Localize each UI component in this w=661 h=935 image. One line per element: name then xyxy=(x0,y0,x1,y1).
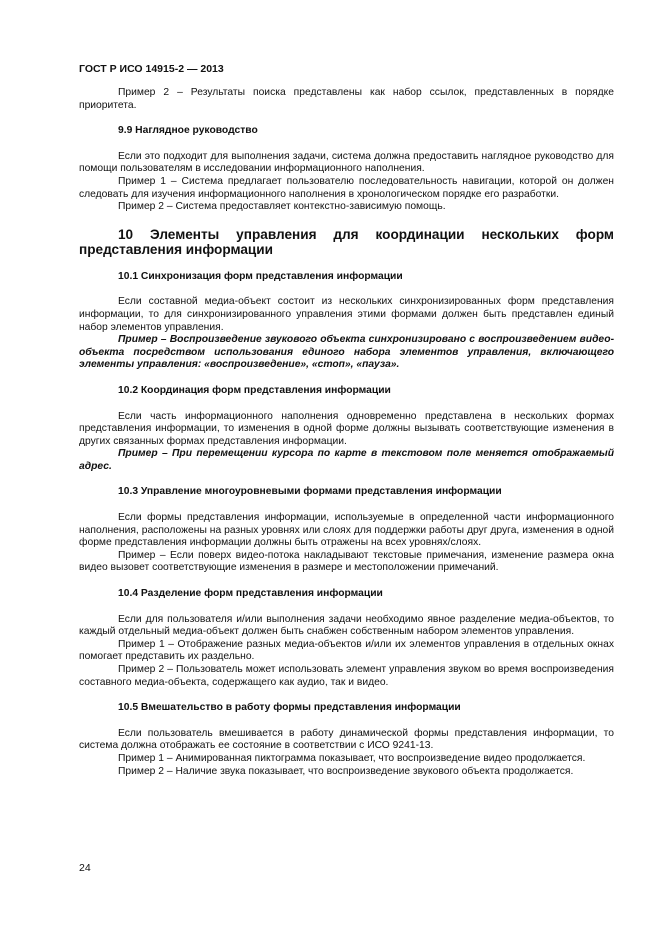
paragraph: Если составной медиа-объект состоит из нескольких синхронизированных форм представления информации, то для синхронизированного управления этими формами должен быть представлен единый набор элементов управления. xyxy=(79,296,614,333)
section-heading-10-1: 10.1 Синхронизация форм представления информации xyxy=(118,270,403,282)
section-heading-10-2: 10.2 Координация форм представления информации xyxy=(118,384,391,396)
section-heading-10-3: 10.3 Управление многоуровневыми формами представления информации xyxy=(118,486,502,498)
example: Пример 1 – Анимированная пиктограмма показывает, что воспроизведение видео продолжается. xyxy=(118,752,586,764)
section-heading-10-4: 10.4 Разделение форм представления информации xyxy=(118,588,383,600)
paragraph: Пример 2 – Результаты поиска представлены как набор ссылок, представленных в порядке приоритета. xyxy=(79,87,614,111)
example: Пример 2 – Пользователь может использовать элемент управления звуком во время воспроизведения составного медиа-объекта, содержащего как аудио, так и видео. xyxy=(79,664,614,688)
section-heading-10-5: 10.5 Вмешательство в работу формы представления информации xyxy=(118,702,461,714)
example: Пример 1 – Система предлагает пользователю последовательность навигации, которой он должен следовать для изучения информационного наполнения в хронологическом порядке его разработки. xyxy=(79,175,614,200)
document-body xyxy=(79,87,614,778)
document-header: ГОСТ Р ИСО 14915-2 — 2013 xyxy=(79,63,224,75)
paragraph: Если это подходит для выполнения задачи, система должна предоставить наглядное руководство для помощи пользователям в исследовании информационного наполнения. xyxy=(79,150,614,175)
example: Пример 2 – Система предоставляет контекстно-зависимую помощь. xyxy=(118,201,446,213)
page-number: 24 xyxy=(79,862,91,874)
paragraph: Если пользователь вмешивается в работу динамической формы представления информации, то система должна отображать ее состояние в соответствии с ИСО 9241-13. xyxy=(79,727,614,752)
example: Пример – Воспроизведение звукового объекта синхронизировано с воспроизведением видео-объекта посредством использования единого набора элементов управления, включающего элементы управления: «воспроизведение», «стоп», «пауза». xyxy=(79,334,614,371)
paragraph: Если для пользователя и/или выполнения задачи необходимо явное разделение медиа-объектов, то каждый отдельный медиа-объект должен быть снабжен собственным набором элементов управления. xyxy=(79,613,614,638)
paragraph: Если формы представления информации, используемые в определенной части информационного наполнения, расположены на разных уровнях или слоях для поддержки работы друг друга, изменения в одной форме представления информации должны быть отражены на всех уровнях/слоях. xyxy=(79,512,614,549)
example: Пример – При перемещении курсора по карте в текстовом поле меняется отображаемый адрес. xyxy=(79,448,614,472)
example: Пример – Если поверх видео-потока накладывают текстовые примечания, изменение размера окна видео вызовет соответствующие изменения в размере и местоположении примечаний. xyxy=(79,549,614,574)
section-heading-10: 10 Элементы управления для координации нескольких форм представления информации xyxy=(79,226,614,258)
section-heading-9-9: 9.9 Наглядное руководство xyxy=(118,125,258,137)
paragraph: Если часть информационного наполнения одновременно представлена в нескольких формах представления информации, то изменения в одной форме должны вызывать соответствующие изменения в других связанных формах представления информации. xyxy=(79,410,614,447)
example: Пример 2 – Наличие звука показывает, что воспроизведение звукового объекта продолжается. xyxy=(118,765,574,777)
example: Пример 1 – Отображение разных медиа-объектов и/или их элементов управления в отдельных окнах помогает представить их раздельно. xyxy=(79,638,614,663)
